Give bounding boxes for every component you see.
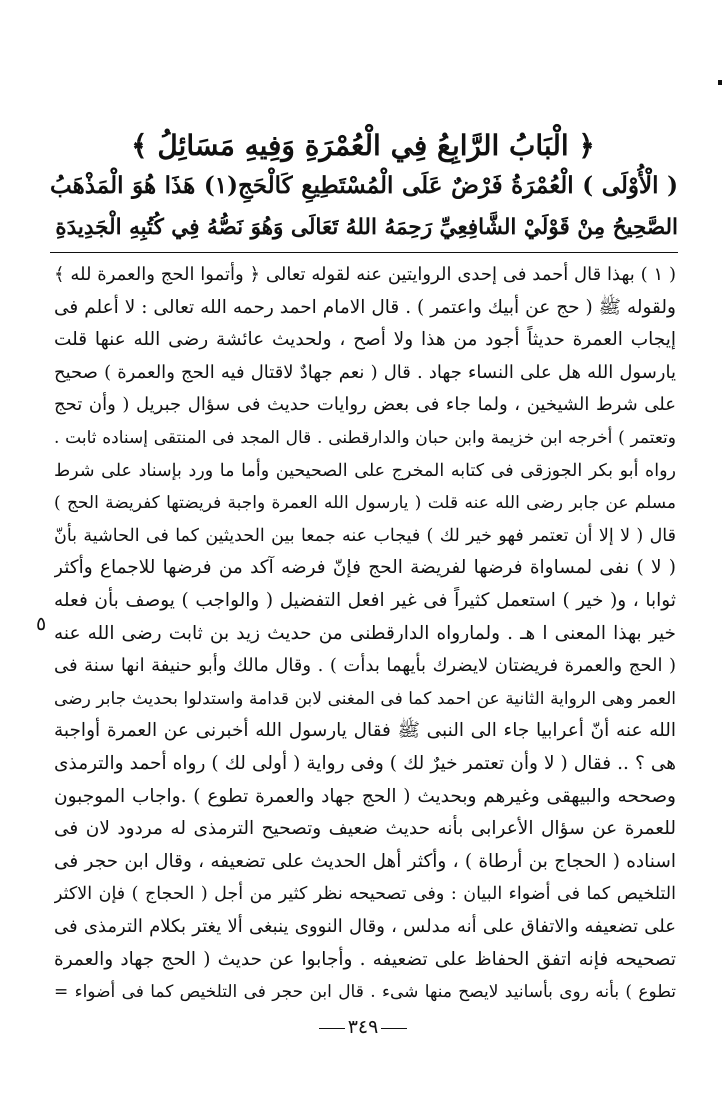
footnote-line: ولقوله ﷺ ( حج عن أبيك واعتمر ) . قال الامام احمد رحمه الله تعالى : لا أعلم فى bbox=[54, 296, 676, 318]
footnote-line: إيجاب العمرة حديثاً أجود من هذا ولا أصح ، ولحديث عائشة رضى الله عنها قلت bbox=[54, 329, 676, 351]
footnote-line: رواه أبو بكر الجوزقى فى كتابه المخرج على الصحيحين وأما ما ورد بإسناد على شرط bbox=[54, 460, 676, 481]
footnote-line: ثوابا ، و( خير ) استعمل كثيراً فى غير افعل التفضيل ( والواجب ) يوصف بأن فعله bbox=[54, 590, 676, 611]
page-number bbox=[0, 1013, 726, 1041]
footnote-line: على شرط الشيخين ، ولما جاء فى بعض روايات حديث فى سؤال جبريل ( وأن تحج bbox=[54, 394, 676, 416]
footnote-line: على تضعيفه والاتفاق على أنه مدلس ، وقال النووى ينبغى ألا يغتر بكلام الترمذى فى bbox=[54, 916, 676, 937]
footnote-line: العمر وهى الرواية الثانية عن احمد كما فى المغنى لابن قدامة واستدلوا بحديث جابر رضى bbox=[54, 688, 676, 709]
footnote-line: خير بهذا المعنى ا هـ . ولمارواه الدارقطنى من حديث زيد بن ثابت رضى الله عنه bbox=[54, 622, 676, 644]
footnote-line: هى ؟ .. فقال ( لا وأن تعتمر خيرٌ لك ) وفى رواية ( أولى لك ) رواه أحمد والترمذى bbox=[54, 753, 676, 774]
footnote-line: وصححه والبيهقى وغيرهم وبحديث ( الحج جهاد والعمرة تطوع ) .واجاب الموجبون bbox=[54, 785, 676, 807]
footnote-line: اسناده ( الحجاج بن أرطاة ) ، وأكثر أهل الحديث على تضعيفه ، وقال ابن حجر فى bbox=[54, 850, 676, 872]
footnote-line: يارسول الله هل على النساء جهاد . قال ( نعم جهادٌ لاقتال فيه الحج والعمرة ) صحيح bbox=[54, 361, 676, 383]
footnote-line: للعمرة عن سؤال الأعرابى بأنه حديث ضعيف وتصحيح الترمذى له مردود لان فى bbox=[54, 818, 676, 840]
footnote-line: تصحيحه فإنه اتفق الحفاظ على تضعيفه . وأجابوا عن حديث ( الحج جهاد والعمرة bbox=[54, 948, 676, 970]
issue-heading-line-1: ( الْأُوْلَى ) الْعُمْرَةُ فَرْضٌ عَلَى الْمُسْتَطِيعِ كَالْحَجِ(١) هَذَا هُوَ الْمَذْهَبُ bbox=[50, 172, 678, 199]
page-number-dash-right bbox=[319, 1028, 345, 1029]
chapter-title: ﴿ الْبَابُ الرَّابِعُ فِي الْعُمْرَةِ وَفِيهِ مَسَائِلُ ﴾ bbox=[131, 129, 595, 162]
page-number-dash-left bbox=[381, 1028, 407, 1029]
footnote-line: ( الحج والعمرة فريضتان لايضرك بأيهما بدأت ) . وقال مالك وأبو حنيفة انها سنة فى bbox=[54, 655, 676, 677]
footnote-line: وتعتمر ) أخرجه ابن خزيمة وابن حبان والدارقطنى . قال المجد فى المنتقى إسناده ثابت . bbox=[54, 428, 676, 448]
margin-line-number: ٥ bbox=[36, 613, 47, 635]
footnote-line: قال ( لا إلا أن تعتمر فهو خير لك ) فيجاب عنه جمعا بين الحديثين كما فى الحاشية بأنّ bbox=[54, 525, 676, 546]
footnote-line: التلخيص كما فى أضواء البيان : وفى تصحيحه نظر كثير من أجل ( الحجاج ) فإن الاكثر bbox=[54, 884, 676, 905]
issue-heading-line-2: الصَّحِيحُ مِنْ قَوْلَيْ الشَّافِعِيِّ رَحِمَهُ اللهُ تَعَالَى وَهُوَ نَصُّهُ فِي كُتُبِهِ الْجَدِيدَةِ bbox=[55, 215, 678, 240]
edge-mark bbox=[718, 80, 722, 85]
footnote-line: مسلم عن جابر رضى الله عنه قلت ( يارسول الله العمرة واجبة فريضتها كفريضة الحج ) bbox=[54, 493, 676, 514]
footnote-line: الله عنه أنّ أعرابيا جاء الى النبى ﷺ فقال يارسول الله أخبرنى عن العمرة أواجبة bbox=[54, 720, 676, 742]
footnote-line: ( ١ ) بهذا قال أحمد فى إحدى الروايتين عنه لقوله تعالى ﴿ وأتموا الحج والعمرة لله ﴾ bbox=[54, 264, 676, 285]
page-number-value: ٣٤٩ bbox=[347, 1016, 379, 1038]
footnote-line: ( لا ) نفى لمساواة فرضها لفريضة الحج فإنّ فرضه آكد من فرضها للاجماع وأكثر bbox=[54, 557, 676, 579]
footnote-line: تطوع ) بأنه روى بأسانيد لايصح منها شىء . قال ابن حجر فى التلخيص كما فى أضواء = bbox=[54, 982, 676, 1003]
heading-footnote-separator bbox=[50, 252, 678, 253]
